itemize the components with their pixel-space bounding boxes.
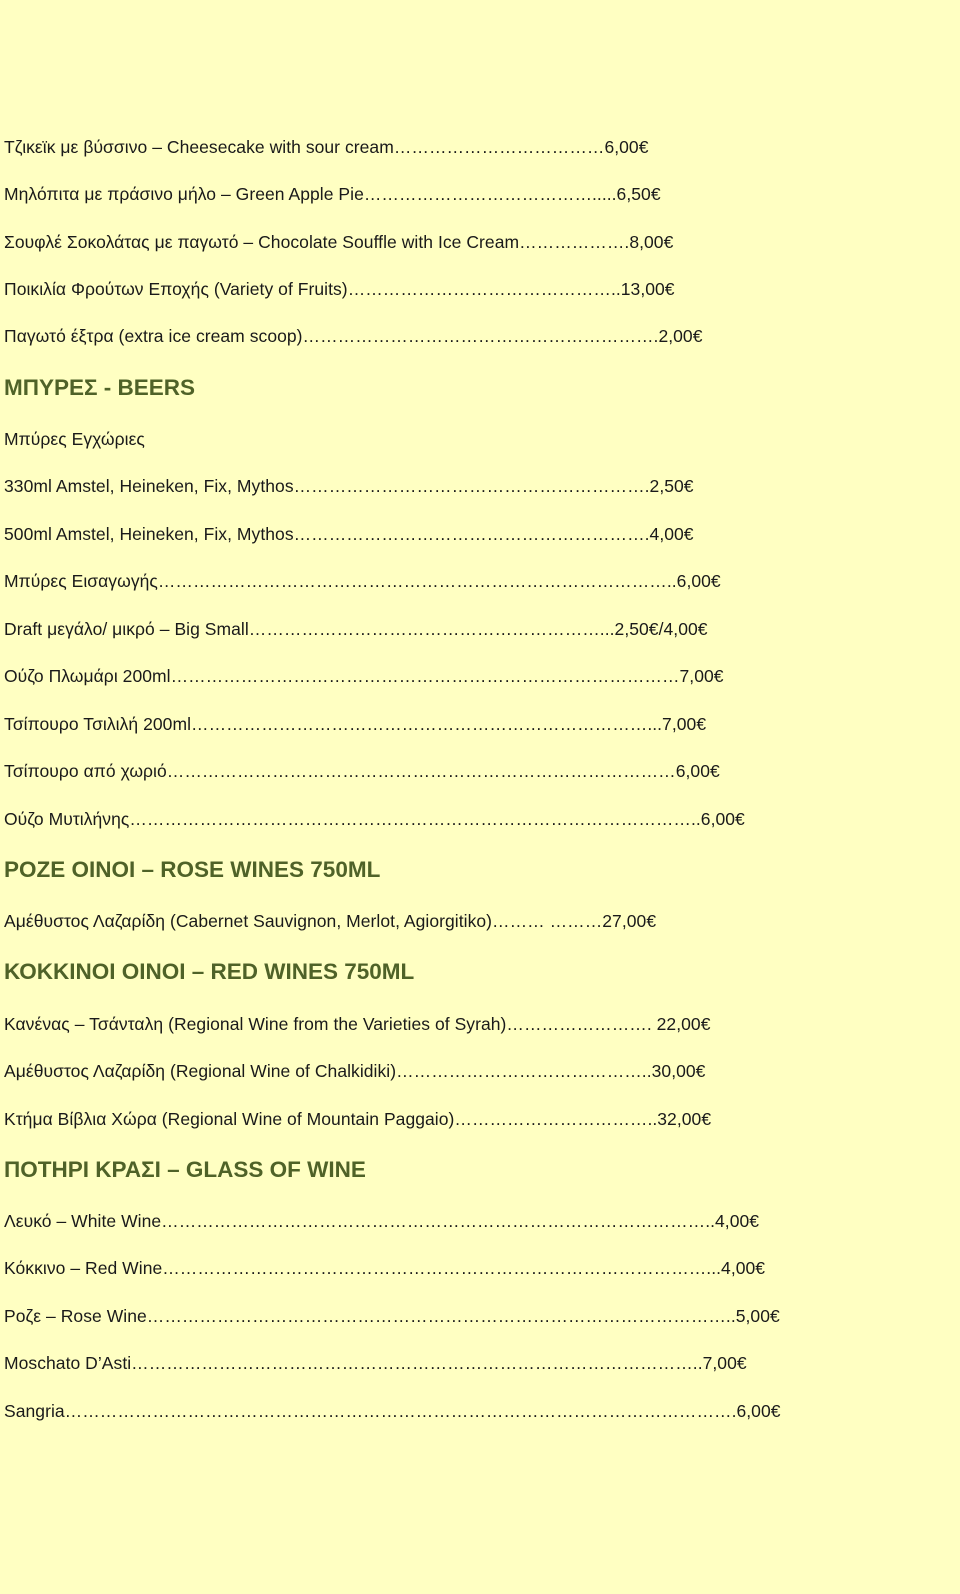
menu-item-beer-500ml: 500ml Amstel, Heineken, Fix, Mythos…………………………………………………….4,00€	[4, 524, 694, 544]
menu-item-ouzo-mytilini: Ούζο Μυτιλήνης……………………………………………………………………………………..6,00€	[4, 809, 745, 829]
menu-item-ouzo-plomari: Ούζο Πλωμάρι 200ml……………………………………………………………………………7,00€	[4, 666, 724, 686]
menu-item-tsipouro-village: Τσίπουρο από χωριό……………………………………………………………………………6,00€	[4, 761, 720, 781]
section-heading-beers: ΜΠΥΡΕΣ - BEERS	[4, 375, 196, 400]
menu-item-imported-beers: Μπύρες Εισαγωγής……………………………………………………………………………..6,00€	[4, 571, 721, 591]
menu-item-rose-wine: Ροζε – Rose Wine………………………………………………………………………………………..5,00€	[4, 1306, 780, 1326]
menu-item-kanenas-tsantali: Κανένας – Τσάνταλη (Regional Wine from the Varieties of Syrah)……………………. 22,00€	[4, 1014, 711, 1034]
menu-item-white-wine: Λευκό – White Wine…………………………………………………………………………………..4,00€	[4, 1211, 760, 1231]
section-heading-red-wines: ΚΟΚΚΙΝΟΙ ΟΙΝΟΙ – RED WINES 750ML	[4, 959, 415, 984]
menu-item-sangria: Sangria…………………………………………………………………………………………………….6,00€	[4, 1401, 781, 1421]
menu-item-chocolate-souffle: Σουφλέ Σοκολάτας με παγωτό – Chocolate Souffle with Ice Cream……………….8,00€	[4, 232, 674, 252]
menu-item-extra-ice-cream: Παγωτό έξτρα (extra ice cream scoop)…………………………………………………….2,00€	[4, 326, 703, 346]
menu-item-fruit-variety: Ποικιλία Φρούτων Εποχής (Variety of Fruits)………………………………………..13,00€	[4, 279, 675, 299]
section-heading-rose-wines: ΡΟΖΕ ΟΙΝΟΙ – ROSE WINES 750ML	[4, 857, 381, 882]
menu-item-biblia-chora: Κτήμα Βίβλια Χώρα (Regional Wine of Mountain Paggaio)……………………………..32,00€	[4, 1109, 712, 1129]
menu-item-beer-330ml: 330ml Amstel, Heineken, Fix, Mythos…………………………………………………….2,50€	[4, 476, 694, 496]
menu-item-apple-pie: Μηλόπιτα με πράσινο μήλο – Green Apple Pie………………………………….....6,50€	[4, 184, 661, 204]
subheading-local-beers: Μπύρες Εγχώριες	[4, 429, 145, 449]
menu-item-cheesecake: Τζικεϊκ με βύσσινο – Cheesecake with sour cream………………………………6,00€	[4, 137, 649, 157]
menu-item-draft-beer: Draft μεγάλο/ μικρό – Big Small……………………………………………………...2,50€/4,00€	[4, 619, 708, 639]
menu-item-amethystos-rose: Αμέθυστος Λαζαρίδη (Cabernet Sauvignon, Merlot, Agiorgitiko)……… ………27,00€	[4, 911, 657, 931]
menu-item-moschato-dasti: Moschato D’Asti……………………………………………………………………………………..7,00€	[4, 1353, 747, 1373]
menu-item-amethystos-red: Αμέθυστος Λαζαρίδη (Regional Wine of Chalkidiki)……………………………………..30,00€	[4, 1061, 706, 1081]
menu-item-tsipouro-tsililis: Τσίπουρο Τσιλιλή 200ml……………………………………………………………………...7,00€	[4, 714, 707, 734]
menu-item-red-wine: Κόκκινο – Red Wine…………………………………………………………………………………...4,00€	[4, 1258, 766, 1278]
section-heading-glass-of-wine: ΠΟΤΗΡΙ ΚΡΑΣΙ – GLASS OF WINE	[4, 1157, 366, 1182]
